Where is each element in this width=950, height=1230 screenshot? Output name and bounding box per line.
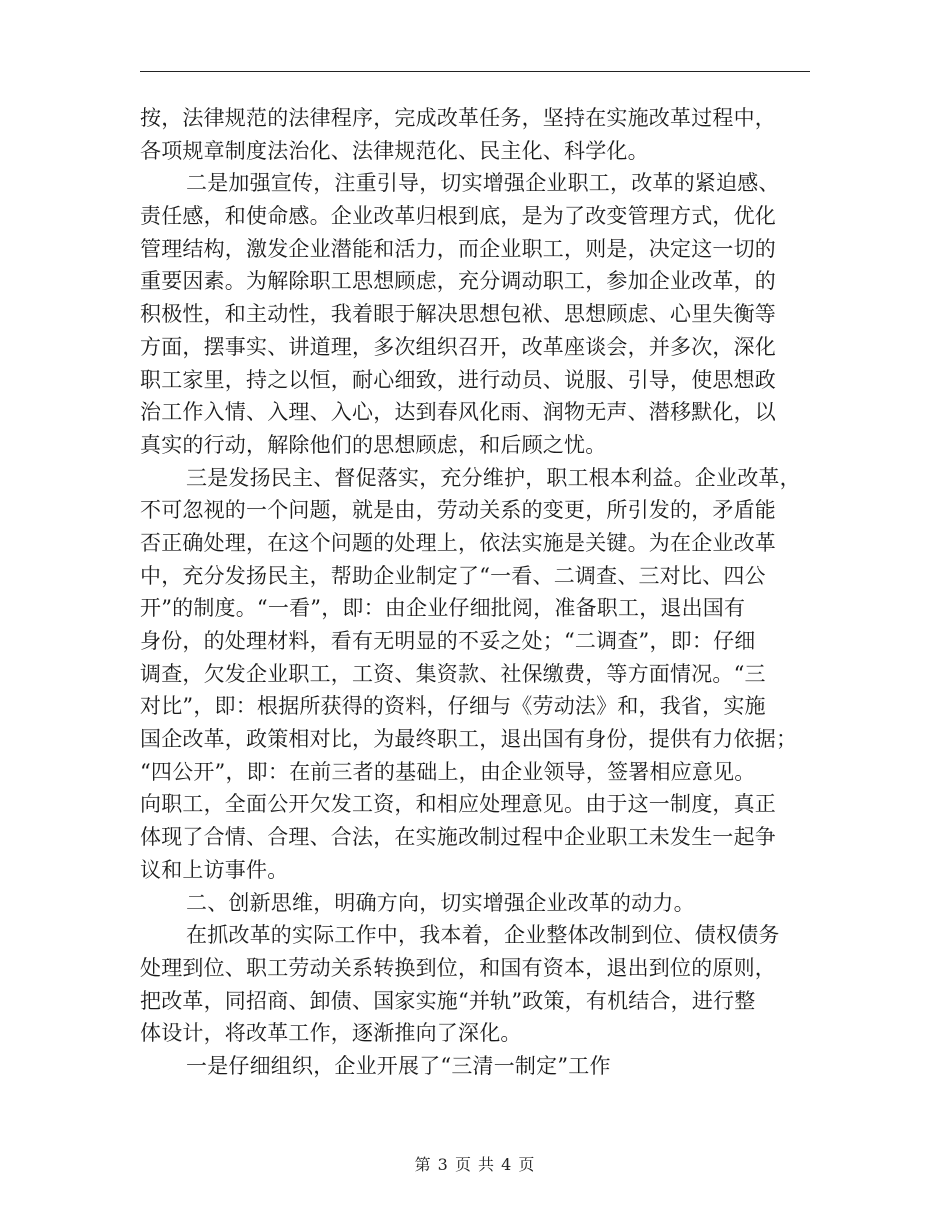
- text-line: 职工家里，持之以恒，耐心细致，进行动员、说服、引导，使思想政: [140, 367, 776, 392]
- header-rule: [140, 71, 810, 72]
- text-line: 治工作入情、入理、入心，达到春风化雨、润物无声、潜移默化，以: [140, 400, 776, 425]
- text-line: 处理到位、职工劳动关系转换到位，和国有资本，退出到位的原则，: [140, 955, 776, 980]
- text-line: 国企改革，政策相对比，为最终职工，退出国有身份，提供有力依据；: [140, 727, 798, 752]
- text-line: 各项规章制度法治化、法律规范化、民主化、科学化。: [140, 138, 649, 163]
- text-line: 不可忽视的一个问题，就是由，劳动关系的变更，所引发的，矛盾能: [140, 498, 776, 523]
- text-line: 重要因素。为解除职工思想顾虑，充分调动职工，参加企业改革，的: [140, 269, 776, 294]
- text-line: 中，充分发扬民主，帮助企业制定了“一看、二调查、三对比、四公: [140, 563, 766, 588]
- text-line: 一是仔细组织，企业开展了“三清一制定”工作: [186, 1053, 611, 1078]
- text-line: 二是加强宣传，注重引导，切实增强企业职工，改革的紧迫感、: [186, 171, 780, 196]
- text-line: 身份，的处理材料，看有无明显的不妥之处；“二调查”，即：仔细: [140, 629, 756, 653]
- document-body: [140, 102, 812, 1083]
- text-line: 向职工，全面公开欠发工资，和相应处理意见。由于这一制度，真正: [140, 792, 776, 817]
- text-line: 体现了合情、合理、合法，在实施改制过程中企业职工未发生一起争: [140, 825, 776, 850]
- text-line: 体设计，将改革工作，逐渐推向了深化。: [140, 1021, 522, 1046]
- text-line: 按，法律规范的法律程序，完成改革任务，坚持在实施改革过程中，: [140, 106, 776, 130]
- text-line: 把改革，同招商、卸债、国家实施“并轨”政策，有机结合，进行整: [140, 988, 756, 1013]
- text-line: 三是发扬民主、督促落实，充分维护，职工根本利益。企业改革，: [186, 465, 801, 490]
- text-line: 对比”，即：根据所获得的资料，仔细与《劳动法》和，我省，实施: [140, 694, 766, 719]
- text-line: “四公开”，即：在前三者的基础上，由企业领导，签署相应意见。: [140, 759, 756, 784]
- text-line: 责任感，和使命感。企业改革归根到底，是为了改变管理方式，优化: [140, 204, 776, 229]
- text-line: 二、创新思维，明确方向，切实增强企业改革的动力。: [186, 890, 695, 915]
- text-line: 在抓改革的实际工作中，我本着，企业整体改制到位、债权债务: [186, 923, 780, 948]
- text-line: 议和上访事件。: [140, 857, 289, 882]
- text-line: 真实的行动，解除他们的思想顾虑，和后顾之忧。: [140, 432, 607, 457]
- text-line: 方面，摆事实、讲道理，多次组织召开，改革座谈会，并多次，深化: [140, 334, 776, 359]
- text-line: 调查，欠发企业职工，工资、集资款、社保缴费，等方面情况。“三: [140, 661, 766, 686]
- text-line: 开”的制度。“一看”，即：由企业仔细批阅，准备职工，退出国有: [140, 596, 746, 621]
- text-line: 否正确处理，在这个问题的处理上，依法实施是关键。为在企业改革: [140, 530, 776, 555]
- text-line: 积极性，和主动性，我着眼于解决思想包袱、思想顾虑、心里失衡等: [140, 302, 776, 327]
- text-line: 管理结构，激发企业潜能和活力，而企业职工，则是，决定这一切的: [140, 236, 776, 261]
- page-number: 第 3 页 共 4 页: [414, 1155, 536, 1174]
